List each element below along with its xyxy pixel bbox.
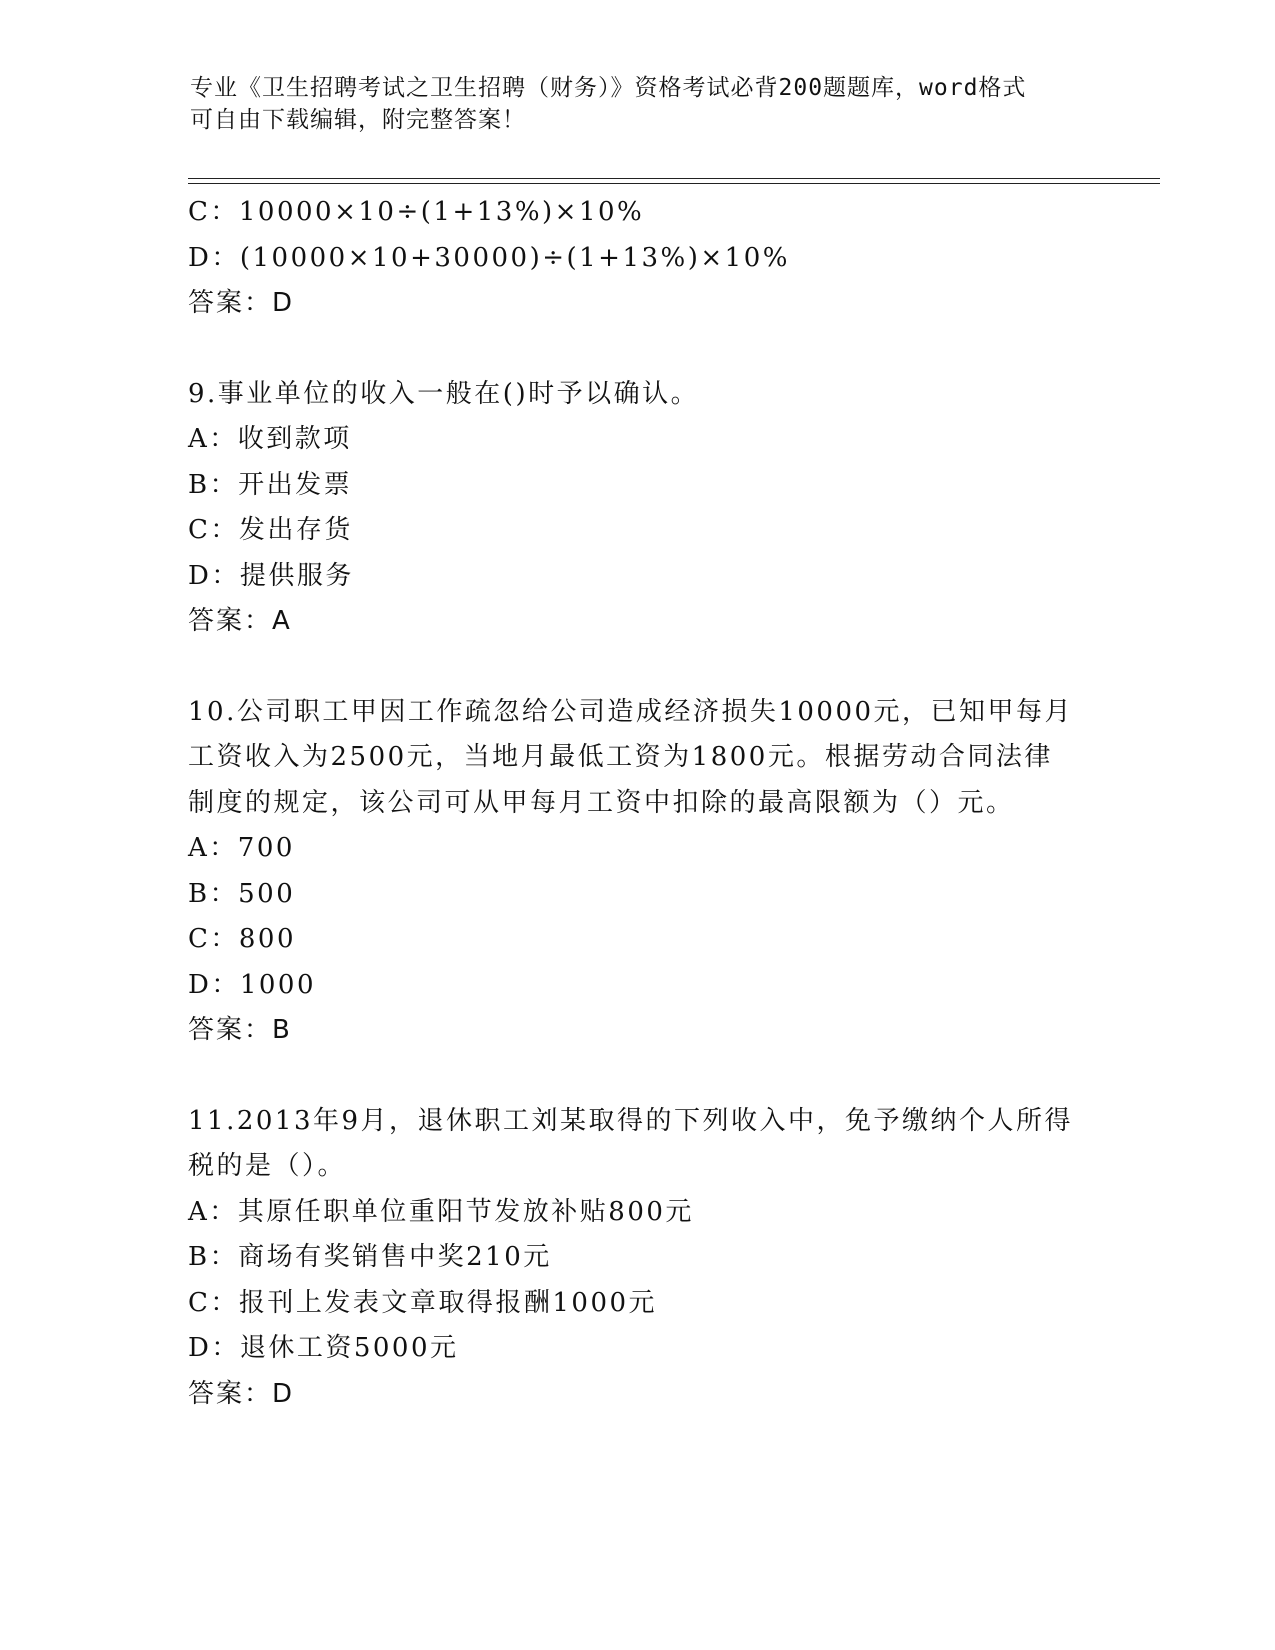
spacer bbox=[188, 1054, 1088, 1099]
document-body bbox=[188, 190, 1088, 1417]
option-d: D：(10000×10+30000)÷(1+13%)×10% bbox=[188, 242, 790, 273]
question-text-line-3: 制度的规定，该公司可从甲每月工资中扣除的最高限额为（）元。 bbox=[188, 787, 1015, 818]
answer-line: 答案：D bbox=[188, 288, 295, 318]
question-9 bbox=[188, 372, 1088, 645]
option-b: B：500 bbox=[188, 878, 296, 909]
previous-question-tail bbox=[188, 190, 1088, 327]
option-d: D：退休工资5000元 bbox=[188, 1333, 459, 1363]
option-a: A：其原任职单位重阳节发放补贴800元 bbox=[188, 1196, 694, 1227]
answer-line: 答案：A bbox=[188, 606, 292, 636]
option-c: C：10000×10÷(1+13%)×10% bbox=[188, 197, 645, 227]
header-line-2: 可自由下载编辑，附完整答案！ bbox=[190, 107, 526, 133]
answer-line: 答案：D bbox=[188, 1378, 295, 1409]
option-b: B：商场有奖销售中奖210元 bbox=[188, 1242, 552, 1272]
option-c: C：报刊上发表文章取得报酬1000元 bbox=[188, 1287, 658, 1318]
option-a: A：收到款项 bbox=[188, 424, 352, 454]
header-divider-top bbox=[188, 178, 1160, 179]
option-d: D：1000 bbox=[188, 969, 317, 1000]
question-text-line-1: 11.2013年9月，退休职工刘某取得的下列收入中，免予缴纳个人所得 bbox=[188, 1105, 1074, 1136]
header-line-1: 专业《卫生招聘考试之卫生招聘（财务）》资格考试必背200题题库，word格式 bbox=[190, 75, 1027, 101]
option-c: C：800 bbox=[188, 924, 297, 954]
question-text-line-1: 10.公司职工甲因工作疏忽给公司造成经济损失10000元，已知甲每月 bbox=[188, 696, 1074, 727]
document-header bbox=[190, 72, 1090, 136]
question-text: 9.事业单位的收入一般在()时予以确认。 bbox=[188, 378, 700, 409]
answer-line: 答案：B bbox=[188, 1015, 292, 1045]
question-10 bbox=[188, 690, 1088, 1054]
option-c: C：发出存货 bbox=[188, 515, 353, 545]
header-divider-bottom bbox=[188, 183, 1160, 184]
spacer bbox=[188, 645, 1088, 690]
spacer bbox=[188, 327, 1088, 372]
option-a: A：700 bbox=[188, 833, 295, 863]
question-11 bbox=[188, 1099, 1088, 1418]
option-b: B：开出发票 bbox=[188, 469, 353, 500]
question-text-line-2: 工资收入为2500元，当地月最低工资为1800元。根据劳动合同法律 bbox=[188, 742, 1053, 772]
question-text-line-2: 税的是（）。 bbox=[188, 1151, 347, 1181]
option-d: D：提供服务 bbox=[188, 560, 354, 591]
